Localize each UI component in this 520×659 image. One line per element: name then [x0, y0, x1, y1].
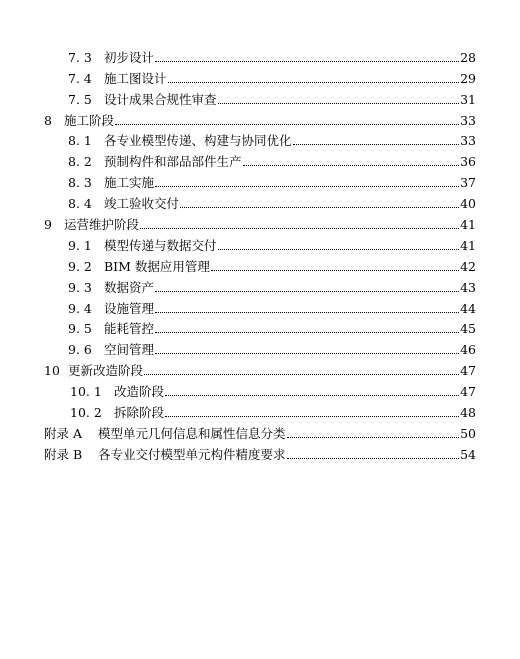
section-number: 9. 5 — [68, 321, 92, 337]
dot-leader — [165, 416, 459, 417]
chapter-title: 更新改造阶段 — [68, 363, 144, 379]
dot-leader — [293, 144, 460, 145]
section-title: 施工图设计 — [104, 70, 167, 86]
section-number: 7. 4 — [68, 70, 92, 86]
page-number: 43 — [460, 279, 476, 295]
section-number: 10. 1 — [70, 384, 102, 400]
toc-entry[interactable] — [44, 274, 476, 295]
table-of-contents — [44, 44, 476, 462]
section-number: 8. 1 — [68, 133, 92, 149]
appendix-label: 附录 A — [44, 425, 83, 441]
section-title: 空间管理 — [104, 342, 155, 358]
dot-leader — [211, 270, 459, 271]
toc-entry[interactable] — [44, 148, 476, 169]
toc-entry[interactable] — [44, 190, 476, 211]
dot-leader — [287, 458, 460, 459]
page-number: 40 — [460, 196, 476, 212]
dot-leader — [140, 228, 459, 229]
dot-leader — [218, 249, 460, 250]
dot-leader — [180, 207, 459, 208]
toc-entry[interactable] — [44, 169, 476, 190]
dot-leader — [287, 437, 460, 438]
appendix-title: 模型单元几何信息和属性信息分类 — [98, 425, 286, 441]
section-title: 能耗管控 — [104, 321, 155, 337]
page-number: 33 — [460, 112, 476, 128]
section-title: 初步设计 — [104, 49, 155, 65]
page-number: 44 — [460, 300, 476, 316]
page-number: 41 — [460, 217, 476, 233]
toc-entry[interactable] — [44, 86, 476, 107]
section-title: 竣工验收交付 — [104, 196, 180, 212]
appendix-label: 附录 B — [44, 446, 83, 462]
toc-entry[interactable] — [44, 128, 476, 149]
toc-entry[interactable] — [44, 65, 476, 86]
page-number: 36 — [460, 154, 476, 170]
section-title: 改造阶段 — [114, 384, 165, 400]
chapter-number: 10 — [44, 363, 60, 379]
toc-entry[interactable] — [44, 44, 476, 65]
toc-chapter[interactable] — [44, 211, 476, 232]
dot-leader — [155, 61, 459, 62]
page-number: 50 — [460, 425, 476, 441]
page-number: 47 — [460, 384, 476, 400]
page-number: 29 — [460, 70, 476, 86]
dot-leader — [218, 103, 460, 104]
section-title: 拆除阶段 — [114, 405, 165, 421]
section-number: 8. 2 — [68, 154, 92, 170]
section-number: 7. 5 — [68, 91, 92, 107]
section-title: BIM 数据应用管理 — [104, 258, 210, 274]
toc-entry[interactable] — [44, 378, 476, 399]
page-number: 37 — [460, 175, 476, 191]
toc-entry[interactable] — [44, 399, 476, 420]
page-number: 47 — [460, 363, 476, 379]
section-title: 各专业模型传递、构建与协同优化 — [104, 133, 292, 149]
chapter-title: 运营维护阶段 — [64, 217, 140, 233]
section-number: 9. 3 — [68, 279, 92, 295]
page-number: 45 — [460, 321, 476, 337]
section-title: 施工实施 — [104, 175, 155, 191]
page-number: 48 — [460, 405, 476, 421]
chapter-number: 8 — [44, 112, 52, 128]
section-number: 9. 1 — [68, 237, 92, 253]
section-number: 9. 4 — [68, 300, 92, 316]
page-number: 42 — [460, 258, 476, 274]
section-title: 设计成果合规性审查 — [104, 91, 217, 107]
page-number: 46 — [460, 342, 476, 358]
appendix-title: 各专业交付模型单元构件精度要求 — [98, 446, 286, 462]
page-number: 31 — [460, 91, 476, 107]
section-number: 8. 3 — [68, 175, 92, 191]
toc-entry[interactable] — [44, 253, 476, 274]
section-title: 数据资产 — [104, 279, 155, 295]
section-title: 模型传递与数据交付 — [104, 237, 217, 253]
toc-chapter[interactable] — [44, 107, 476, 128]
page-number: 33 — [460, 133, 476, 149]
dot-leader — [144, 374, 459, 375]
page-number: 54 — [460, 446, 476, 462]
page-number: 41 — [460, 237, 476, 253]
dot-leader — [155, 353, 459, 354]
dot-leader — [168, 82, 460, 83]
chapter-title: 施工阶段 — [64, 112, 115, 128]
toc-entry[interactable] — [44, 316, 476, 337]
section-number: 8. 4 — [68, 196, 92, 212]
section-number: 9. 6 — [68, 342, 92, 358]
dot-leader — [165, 395, 459, 396]
section-title: 设施管理 — [104, 300, 155, 316]
toc-entry[interactable] — [44, 295, 476, 316]
toc-appendix[interactable] — [44, 420, 476, 441]
dot-leader — [115, 124, 459, 125]
dot-leader — [155, 186, 459, 187]
dot-leader — [155, 312, 459, 313]
dot-leader — [155, 291, 459, 292]
section-number: 7. 3 — [68, 49, 92, 65]
toc-entry[interactable] — [44, 232, 476, 253]
page-number: 28 — [460, 49, 476, 65]
section-number: 10. 2 — [70, 405, 102, 421]
chapter-number: 9 — [44, 217, 52, 233]
dot-leader — [155, 332, 459, 333]
toc-chapter[interactable] — [44, 357, 476, 378]
section-number: 9. 2 — [68, 258, 92, 274]
section-title: 预制构件和部品部件生产 — [104, 154, 242, 170]
dot-leader — [243, 165, 460, 166]
toc-appendix[interactable] — [44, 441, 476, 462]
toc-entry[interactable] — [44, 336, 476, 357]
